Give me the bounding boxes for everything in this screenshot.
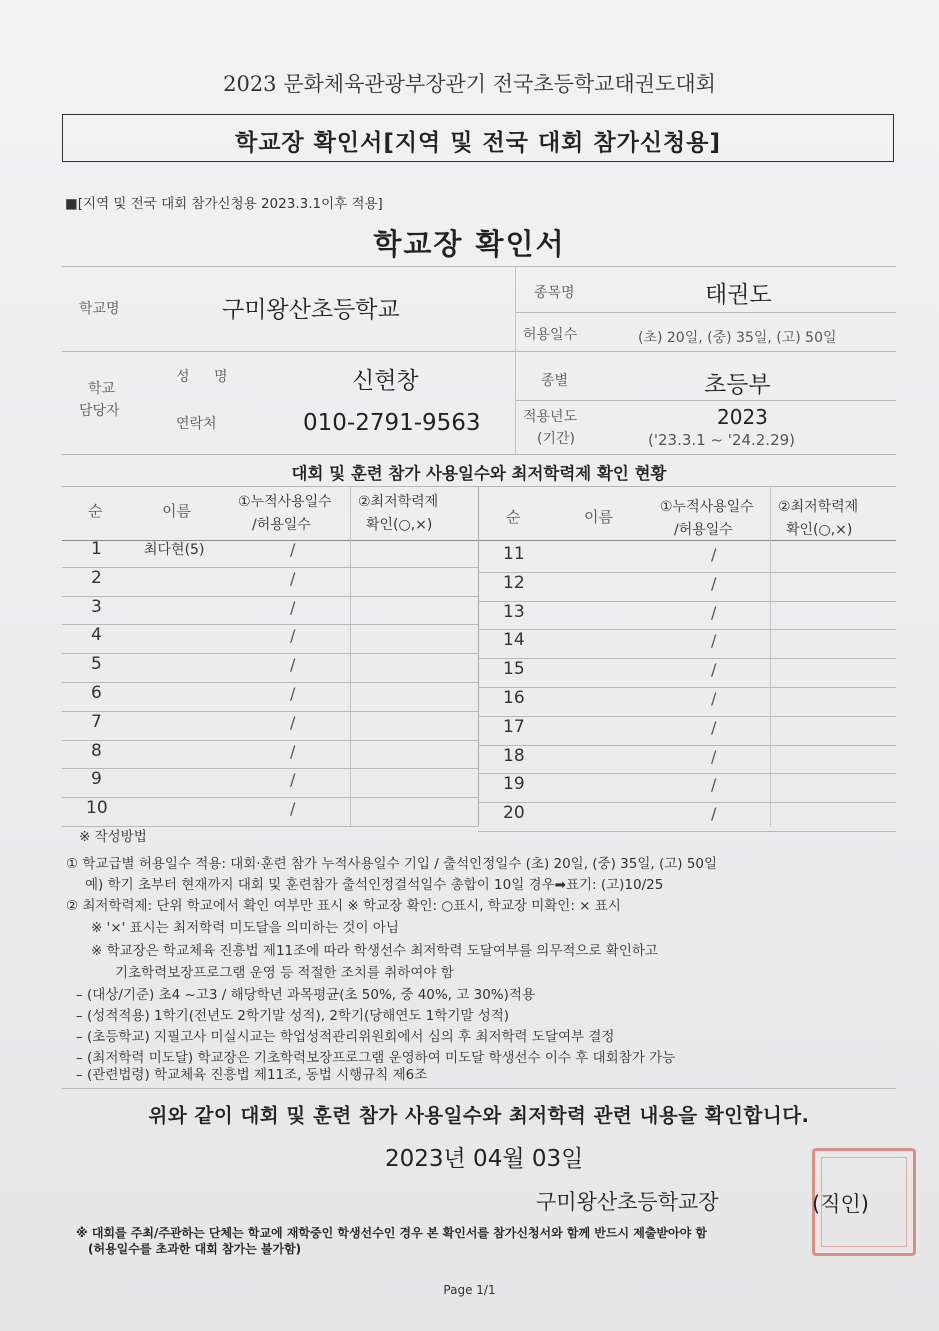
year-period: ('23.3.1 ~ '24.2.29) bbox=[648, 431, 796, 449]
row-number: 8 bbox=[91, 740, 102, 761]
division-label: 종별 bbox=[541, 373, 569, 389]
row-number: 1 bbox=[91, 539, 102, 559]
table-row-line bbox=[478, 572, 896, 573]
header-days-1: ①누적사용일수 bbox=[238, 494, 332, 510]
table-row-line bbox=[62, 797, 478, 798]
row-number: 17 bbox=[503, 716, 525, 737]
info-line bbox=[62, 351, 896, 352]
row-days: / bbox=[711, 717, 717, 737]
row-number: 3 bbox=[91, 596, 102, 617]
note-line: ※ '×' 표시는 최저학력 미도달을 의미하는 것이 아님 bbox=[91, 920, 399, 936]
event-title: 2023 문화체육관광부장관기 전국초등학교태권도대회 bbox=[223, 72, 716, 96]
year-label-1: 적용년도 bbox=[523, 409, 578, 425]
row-days: / bbox=[711, 689, 717, 708]
note-line: ② 최저학력제: 단위 학교에서 확인 여부만 표시 ※ 학교장 확인: ○표시, 학교장 미확인: × 표시 bbox=[66, 898, 621, 914]
page-number: Page 1/1 bbox=[443, 1283, 496, 1297]
row-number: 12 bbox=[503, 572, 525, 593]
info-vline bbox=[515, 266, 516, 454]
row-days: / bbox=[290, 770, 296, 790]
row-number: 2 bbox=[91, 567, 102, 588]
row-number: 10 bbox=[86, 798, 108, 819]
info-line bbox=[62, 266, 896, 267]
header-no-right: 순 bbox=[506, 508, 521, 526]
note-line: – (초등학교) 지필고사 미실시교는 학업성적관리위원회에서 심의 후 최저학력 도달여부 결정 bbox=[76, 1029, 615, 1045]
table-row-line bbox=[478, 802, 896, 803]
header-min-2-right: 확인(○,×) bbox=[786, 522, 853, 538]
footnote-2: (허용일수를 초과한 대회 참가는 불가함) bbox=[88, 1242, 302, 1256]
issue-date: 2023년 04월 03일 bbox=[385, 1146, 584, 1172]
footnote-1: ※ 대회를 주최/주관하는 단체는 학교에 재학중인 학생선수인 경우 본 확인서를 참가신청서와 함께 반드시 제출받아야 함 bbox=[76, 1226, 707, 1240]
row-days: / bbox=[711, 631, 717, 651]
table-mid-line bbox=[478, 486, 479, 826]
row-days: / bbox=[711, 602, 717, 622]
sport-value: 태권도 bbox=[705, 282, 772, 308]
sport-label: 종목명 bbox=[534, 285, 575, 301]
row-days: / bbox=[290, 568, 296, 588]
table-col-line bbox=[350, 486, 351, 826]
row-days: / bbox=[290, 626, 296, 646]
doc-title: 학교장 확인서 bbox=[373, 227, 566, 261]
form-code: ■[지역 및 전국 대회 참가신청용 2023.3.1이후 적용] bbox=[65, 196, 383, 212]
header-no: 순 bbox=[88, 502, 103, 520]
header-min-2: 확인(○,×) bbox=[366, 517, 433, 533]
division-value: 초등부 bbox=[704, 372, 771, 398]
info-line bbox=[515, 312, 896, 313]
table-row-line bbox=[478, 831, 896, 832]
note-line: – (최저학력 미도달) 학교장은 기초학력보장프로그램 운영하여 미도달 학생선수 이수 후 대회참가 가능 bbox=[76, 1050, 676, 1066]
table-row-line bbox=[62, 653, 478, 654]
name-label: 성 명 bbox=[176, 369, 238, 385]
table-title: 대회 및 훈련 참가 사용일수와 최저학력제 확인 현황 bbox=[291, 464, 667, 483]
table-row-line bbox=[62, 740, 478, 741]
row-days: / bbox=[290, 684, 296, 703]
notes-bottom-line bbox=[62, 1088, 896, 1089]
table-row-line bbox=[478, 716, 896, 717]
row-days: / bbox=[290, 799, 296, 819]
row-number: 20 bbox=[503, 803, 525, 824]
table-row-line bbox=[62, 624, 478, 625]
row-days: / bbox=[290, 655, 296, 675]
row-number: 19 bbox=[503, 774, 525, 795]
year-value: 2023 bbox=[717, 405, 768, 429]
row-days: / bbox=[290, 540, 296, 559]
row-days: / bbox=[290, 712, 296, 732]
year-label-2: (기간) bbox=[537, 431, 575, 447]
row-days: / bbox=[711, 746, 717, 766]
box-title: 학교장 확인서[지역 및 전국 대회 참가신청용] bbox=[235, 130, 721, 156]
header-min-1: ②최저학력제 bbox=[358, 494, 439, 510]
header-name-right: 이름 bbox=[584, 508, 613, 526]
table-row-line bbox=[62, 596, 478, 597]
header-min-1-right: ②최저학력제 bbox=[778, 499, 859, 515]
manager-label-2: 담당자 bbox=[79, 403, 120, 419]
table-row-line bbox=[478, 601, 896, 602]
header-days-2-right: /허용일수 bbox=[674, 522, 733, 538]
row-number: 16 bbox=[503, 688, 525, 708]
note-line: – (성적적용) 1학기(전년도 2학기말 성적), 2학기(당해연도 1학기말 성적) bbox=[76, 1008, 510, 1024]
table-row-line bbox=[478, 658, 896, 659]
school-label: 학교명 bbox=[79, 301, 120, 317]
table-row-line bbox=[478, 773, 896, 774]
principal-name: 구미왕산초등학교장 bbox=[536, 1190, 719, 1214]
note-line: 예) 학기 초부터 현재까지 대회 및 훈련참가 출석인정결석일수 총합이 10일 경우➡표기: (고)10/25 bbox=[85, 877, 664, 893]
note-line: ※ 학교장은 학교체육 진흥법 제11조에 따라 학생선수 최저학력 도달여부를 의무적으로 확인하고 bbox=[91, 943, 658, 959]
seal-label: (직인) bbox=[812, 1192, 869, 1216]
allow-value: (초) 20일, (중) 35일, (고) 50일 bbox=[638, 330, 837, 346]
contact-value: 010-2791-9563 bbox=[303, 410, 481, 436]
row-number: 18 bbox=[503, 745, 525, 766]
note-line: – (대상/기준) 초4 ~고3 / 해당학년 과목평균(초 50%, 중 40%, 고 30%)적용 bbox=[76, 987, 535, 1003]
row-days: / bbox=[711, 573, 717, 593]
manager-label-1: 학교 bbox=[88, 381, 116, 397]
note-line: 기초학력보장프로그램 운영 등 적절한 조치를 취하여야 함 bbox=[115, 965, 454, 981]
info-line bbox=[62, 454, 896, 455]
note-line: ① 학교급별 허용일수 적용: 대회·훈련 참가 누적사용일수 기입 / 출석인정일수 (초) 20일, (중) 35일, (고) 50일 bbox=[66, 856, 718, 872]
table-row-line bbox=[478, 629, 896, 630]
header-name: 이름 bbox=[162, 502, 191, 520]
header-days-2: /허용일수 bbox=[252, 517, 311, 533]
table-row-line bbox=[62, 711, 478, 712]
row-number: 13 bbox=[503, 601, 525, 622]
row-number: 11 bbox=[503, 544, 525, 564]
table-row-line bbox=[62, 768, 478, 769]
row-number: 6 bbox=[91, 683, 102, 703]
name-value: 신현창 bbox=[352, 368, 419, 394]
row-days: / bbox=[711, 660, 717, 680]
contact-label: 연락처 bbox=[176, 416, 217, 432]
header-days-1-right: ①누적사용일수 bbox=[660, 499, 754, 515]
table-row-line bbox=[478, 687, 896, 688]
row-days: / bbox=[711, 545, 717, 564]
note-line: – (관련법령) 학교체육 진흥법 제11조, 동법 시행규칙 제6조 bbox=[76, 1067, 428, 1083]
table-row-line bbox=[478, 745, 896, 746]
row-number: 9 bbox=[91, 769, 102, 790]
allow-label: 허용일수 bbox=[523, 327, 578, 343]
school-value: 구미왕산초등학교 bbox=[222, 297, 400, 323]
row-number: 4 bbox=[91, 625, 102, 646]
table-row-line bbox=[62, 567, 478, 568]
row-days: / bbox=[711, 804, 717, 824]
row-name: 최다현(5) bbox=[144, 542, 205, 558]
row-number: 7 bbox=[91, 711, 102, 732]
row-number: 5 bbox=[91, 654, 102, 675]
row-days: / bbox=[290, 741, 296, 761]
info-line bbox=[515, 400, 896, 401]
row-number: 15 bbox=[503, 659, 525, 680]
confirm-statement: 위와 같이 대회 및 훈련 참가 사용일수와 최저학력 관련 내용을 확인합니다. bbox=[148, 1104, 810, 1127]
row-days: / bbox=[711, 775, 717, 795]
table-row-line bbox=[62, 682, 478, 683]
row-days: / bbox=[290, 597, 296, 617]
row-number: 14 bbox=[503, 630, 525, 651]
notes-heading: ※ 작성방법 bbox=[79, 829, 147, 845]
table-col-line bbox=[770, 486, 771, 826]
